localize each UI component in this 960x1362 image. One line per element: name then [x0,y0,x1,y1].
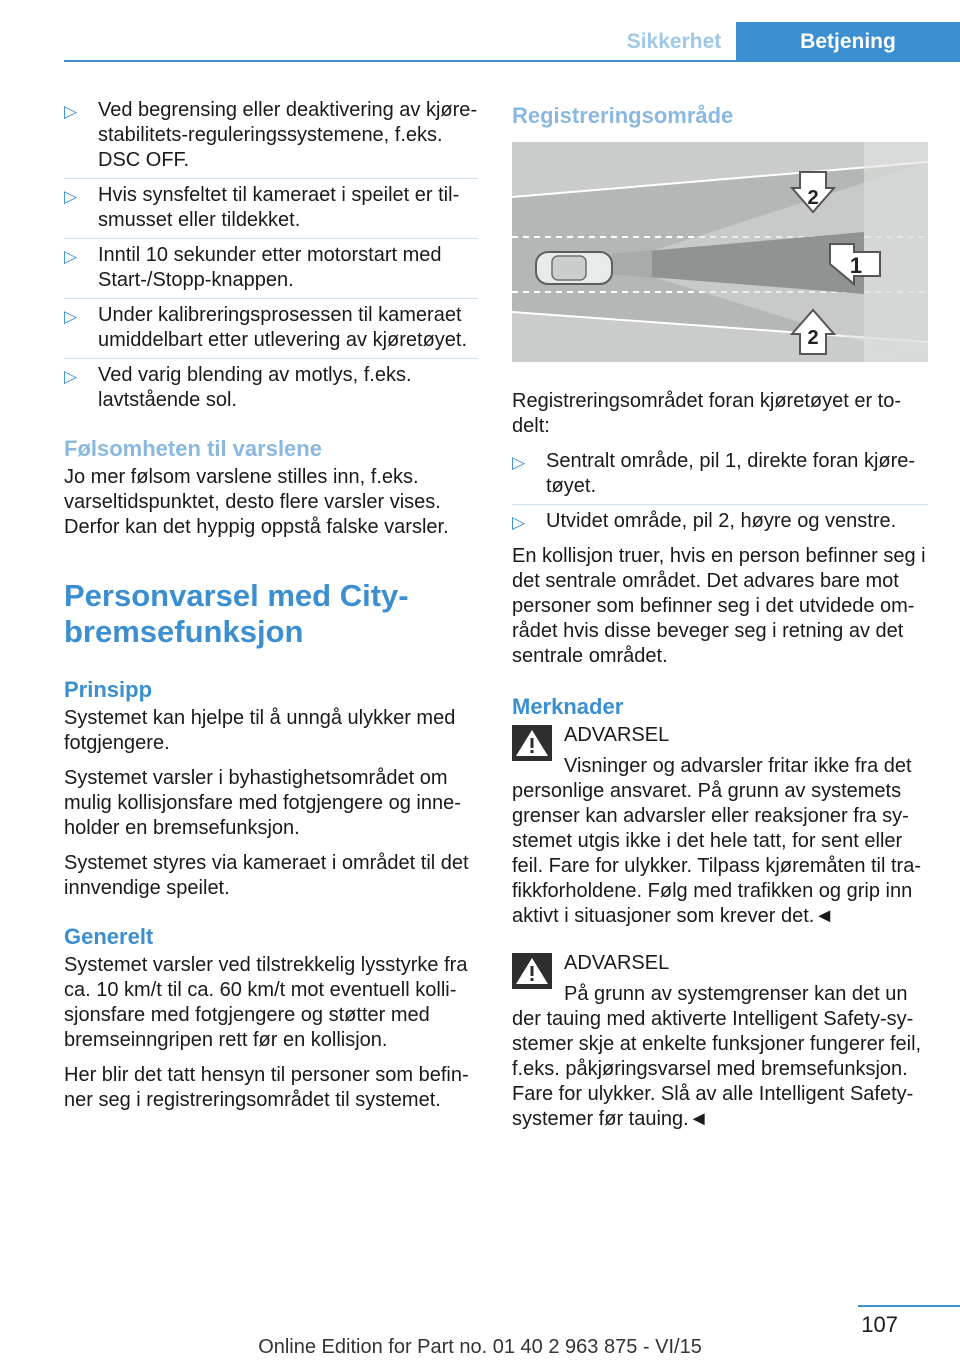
arrow-2-bottom-label: 2 [807,327,819,349]
sensitivity-text: Jo mer følsom varslene stilles inn, f.eks. varseltidspunktet, desto flere varsler vises. Derfor kan det hyppig oppstå falske varsler. [64,466,449,538]
warning-first-line: På grunn av systemgrenser kan det un [564,983,908,1005]
limitations-list [64,98,478,413]
principle-paragraph: Systemet kan hjelpe til å unngå ulykker med fotgjengere. [64,707,456,754]
warning-block [512,951,928,1132]
notes-heading: Merknader [512,694,624,719]
arrow-2-top-label: 2 [807,187,819,209]
general-heading: Generelt [64,924,154,949]
warning-text: der tauing med aktiverte Intelligent Safety-systemer skje at enkelte funksjoner fungerer feil, f.eks. påkjøringsvarsel med bremsefunksjon. Fare for ulykker. Slå av alle Intelligent Safety-systemer før tauing.◄ [512,1008,922,1130]
warning-block [512,723,928,929]
detection-heading: Registreringsområde [512,103,734,128]
triangle-bullet-icon: ▷ [64,102,78,121]
tab-sikkerhet[interactable]: Sikkerhet [612,22,736,62]
list-item: ▷ Hvis synsfeltet til kameraet i speilet er tilsmusset eller tildekket. [64,183,478,233]
warning-text: personlige ansvaret. På grunn av systemets grenser kan advarsler eller reaksjoner fra systemet utgis ikke i det hele tatt, for sent eller feil. Fare for ulykker. Tilpass kjøremåten til trafikkforholdene. Følg med trafikken og grip inn aktivt i situasjoner som krever det.◄ [512,780,922,927]
warning-icon [512,953,552,989]
warning-icon [512,725,552,761]
principle-paragraph: Systemet styres via kameraet i området til det innvendige speilet. [64,852,469,899]
detection-intro: Registreringsområdet foran kjøretøyet er todelt: [512,390,902,437]
list-item: ▷ Sentralt område, pil 1, direkte foran kjøretøyet. [512,449,928,499]
list-item: ▷ Ved begrensing eller deaktivering av kjørestabilitets-reguleringssystemene, f.eks. DSC OFF. [64,98,478,173]
list-item: ▷ Utvidet område, pil 2, høyre og venstre. [512,509,928,534]
triangle-bullet-icon: ▷ [512,453,526,472]
detection-list [512,449,928,534]
list-item: ▷ Under kalibreringsprosessen til kameraet umiddelbart etter utlevering av kjøretøyet. [64,303,478,353]
triangle-bullet-icon: ▷ [64,187,78,206]
triangle-bullet-icon: ▷ [64,367,78,386]
detection-text: En kollisjon truer, hvis en person befinner seg i det sentrale området. Det advares bare mot personer som befinner seg i det utvidede området hvis disse beveger seg i retning av det sentrale området. [512,545,926,667]
triangle-bullet-icon: ▷ [64,247,78,266]
header-rule [64,60,960,62]
list-item: ▷ Ved varig blending av motlys, f.eks. lavtstående sol. [64,364,412,411]
warning-label: ADVARSEL [564,952,670,974]
general-paragraph: Her blir det tatt hensyn til personer som befinner seg i registreringsområdet til systemet. [64,1064,469,1111]
list-item: ▷ Inntil 10 sekunder etter motorstart med Start-/Stopp-knappen. [64,243,478,293]
edition-footer: Online Edition for Part no. 01 40 2 963 875 - VI/15 [258,1336,702,1358]
general-paragraph: Systemet varsler ved tilstrekkelig lysstyrke fra ca. 10 km/t til ca. 60 km/t mot eventuell kollisjonsfare med fotgjengere og støtter med bremseinngripen rett før en kollisjon. [64,954,468,1051]
principle-paragraph: Systemet varsler i byhastighetsområdet om mulig kollisjonsfare med fotgjengere og inneholder en bremsefunksjon. [64,767,461,839]
sensitivity-heading: Følsomheten til varslene [64,436,322,461]
principle-heading: Prinsipp [64,677,153,702]
footer-rule [858,1305,960,1307]
left-column [64,98,478,1123]
detection-area-figure [512,142,928,362]
car-icon [536,252,612,284]
warning-label: ADVARSEL [564,724,670,746]
section-title: Personvarsel med City-bremsefunksjon [64,578,409,649]
triangle-bullet-icon: ▷ [512,513,526,532]
arrow-1-label: 1 [849,253,863,278]
page-number: 107 [861,1312,898,1337]
right-column [512,98,928,1148]
triangle-bullet-icon: ▷ [64,307,78,326]
warning-first-line: Visninger og advarsler fritar ikke fra det [564,755,912,777]
tab-betjening[interactable]: Betjening [736,22,960,62]
